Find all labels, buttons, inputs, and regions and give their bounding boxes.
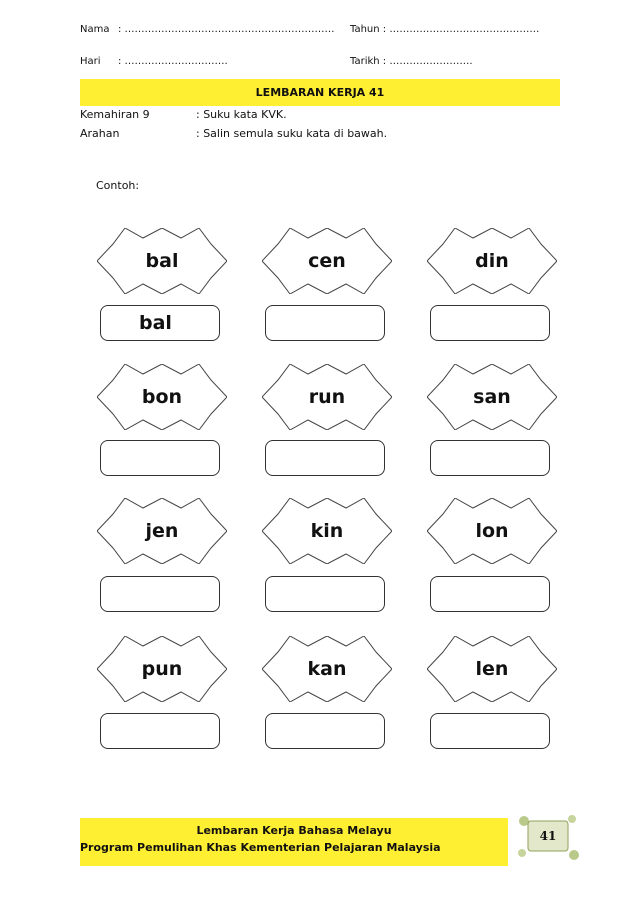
syllable-word: lon (475, 520, 509, 542)
worksheet-title: LEMBARAN KERJA 41 (80, 79, 560, 106)
footer-banner (80, 818, 508, 866)
syllable-word: bal (145, 250, 179, 272)
syllable-word: din (475, 250, 509, 272)
arahan-label: Arahan (80, 127, 120, 140)
kemahiran-label: Kemahiran 9 (80, 108, 150, 121)
answer-box[interactable] (430, 440, 550, 476)
syllable-word: jen (145, 520, 179, 542)
answer-box[interactable] (430, 305, 550, 341)
answer-box[interactable] (100, 576, 220, 612)
syllable-word: len (475, 658, 509, 680)
answer-box[interactable] (430, 713, 550, 749)
footer-line-2: Program Pemulihan Khas Kementerian Pelajaran Malaysia (80, 841, 441, 854)
answer-box[interactable] (265, 576, 385, 612)
syllable-star (262, 228, 392, 294)
contoh-label: Contoh: (96, 179, 140, 192)
syllable-star (427, 228, 557, 294)
syllable-word: cen (308, 250, 346, 272)
answer-text: bal (139, 312, 172, 334)
hari-field: : …………………………. (118, 56, 228, 67)
tarikh-field: Tarikh : ……………………. (350, 56, 473, 67)
arahan-value: : Salin semula suku kata di bawah. (196, 127, 388, 140)
answer-box[interactable] (265, 440, 385, 476)
hari-label: Hari (80, 56, 101, 67)
page-number: 41 (539, 829, 557, 843)
syllable-word: kan (307, 658, 347, 680)
syllable-word: kin (310, 520, 344, 542)
syllable-star (97, 636, 227, 702)
syllable-star (427, 364, 557, 430)
syllable-word: san (473, 386, 511, 408)
syllable-star (262, 498, 392, 564)
kemahiran-value: : Suku kata KVK. (196, 108, 287, 121)
syllable-star (97, 364, 227, 430)
nama-label: Nama (80, 24, 110, 35)
page-number-badge (514, 811, 580, 861)
tahun-field: Tahun : ……………………………………… (350, 24, 540, 35)
nama-field: : ……………………………………………………… (118, 24, 335, 35)
answer-box[interactable] (430, 576, 550, 612)
syllable-star (97, 228, 227, 294)
answer-box[interactable] (100, 440, 220, 476)
answer-box[interactable] (265, 305, 385, 341)
syllable-word: run (308, 386, 346, 408)
footer-line-1: Lembaran Kerja Bahasa Melayu (196, 824, 392, 837)
answer-box[interactable] (100, 305, 220, 341)
syllable-star (97, 498, 227, 564)
syllable-star (262, 364, 392, 430)
answer-box[interactable] (100, 713, 220, 749)
syllable-star (427, 498, 557, 564)
answer-box[interactable] (265, 713, 385, 749)
syllable-star (427, 636, 557, 702)
syllable-star (262, 636, 392, 702)
syllable-word: bon (141, 386, 183, 408)
syllable-word: pun (141, 658, 183, 680)
